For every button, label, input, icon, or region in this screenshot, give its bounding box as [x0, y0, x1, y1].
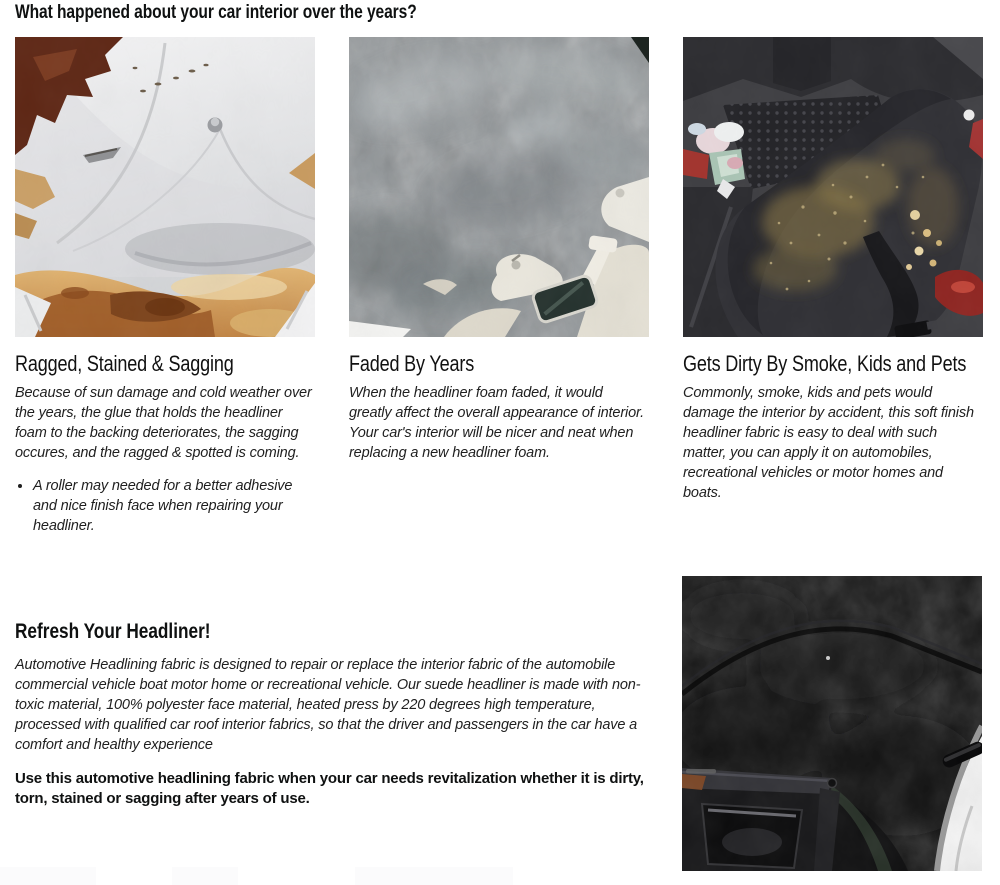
- feature-title-ragged: [15, 351, 315, 376]
- faded-headliner-photo: [349, 37, 649, 337]
- feature-column-ragged: [15, 37, 315, 536]
- feature-title-dirty: [683, 351, 983, 376]
- refresh-text-block: [15, 576, 663, 809]
- sagging-headliner-photo: [15, 37, 315, 337]
- feature-body-dirty: Commonly, smoke, kids and pets would damage the interior by accident, this soft finish headliner fabric is easy to deal with such matter, you can apply it on automobiles, recreational vehicles or motor homes and boats.: [683, 385, 974, 502]
- feature-column-faded: [349, 37, 649, 463]
- feature-title-text: Ragged, Stained & Sagging: [15, 350, 234, 376]
- refresh-emphasis: Use this automotive headlining fabric when your car needs revitalization whether it is dirty, torn, stained or sagging after years of use.: [15, 770, 644, 808]
- feature-column-dirty: [683, 37, 983, 503]
- refresh-section: [15, 576, 982, 871]
- feature-title-text: Faded By Years: [349, 350, 475, 376]
- dirty-seat-illustration: [683, 37, 983, 337]
- feature-bullet-list: [15, 476, 315, 536]
- refresh-heading-text: Refresh Your Headliner!: [15, 620, 211, 644]
- faded-headliner-illustration: [349, 37, 649, 337]
- sagging-headliner-illustration: [15, 37, 315, 337]
- feature-bullet: • A roller may needed for a better adhesive and nice finish face when repairing your headliner.: [33, 476, 315, 536]
- feature-body-faded: When the headliner foam faded, it would greatly affect the overall appearance of interior. Your car's interior will be nicer and neat when replacing a new headliner foam.: [349, 385, 645, 462]
- section-heading: [15, 2, 982, 25]
- suede-headliner-illustration: [682, 576, 982, 871]
- refresh-heading: [15, 620, 663, 644]
- section-heading-text: What happened about your car interior over the years?: [15, 2, 417, 23]
- dirty-seat-photo: [683, 37, 983, 337]
- feature-body-ragged: Because of sun damage and cold weather over the years, the glue that holds the headliner foam to the backing deteriorates, the sagging occures, and the ragged & spotted is coming.: [15, 385, 312, 462]
- refresh-body: Automotive Headlining fabric is designed to repair or replace the interior fabric of the automobile commercial vehicle boat motor home or recreational vehicle. Our suede headliner is made with non-toxic material, 100% polyester face material, heated press by 220 degrees high temperature, processed with qualified car roof interior fabrics, so that the driver and passengers in the car have a comfort and healthy experience: [15, 657, 641, 754]
- feature-title-faded: [349, 351, 649, 376]
- feature-columns: [15, 37, 982, 536]
- feature-title-text: Gets Dirty By Smoke, Kids and Pets: [683, 350, 967, 376]
- suede-headliner-photo: [682, 576, 982, 871]
